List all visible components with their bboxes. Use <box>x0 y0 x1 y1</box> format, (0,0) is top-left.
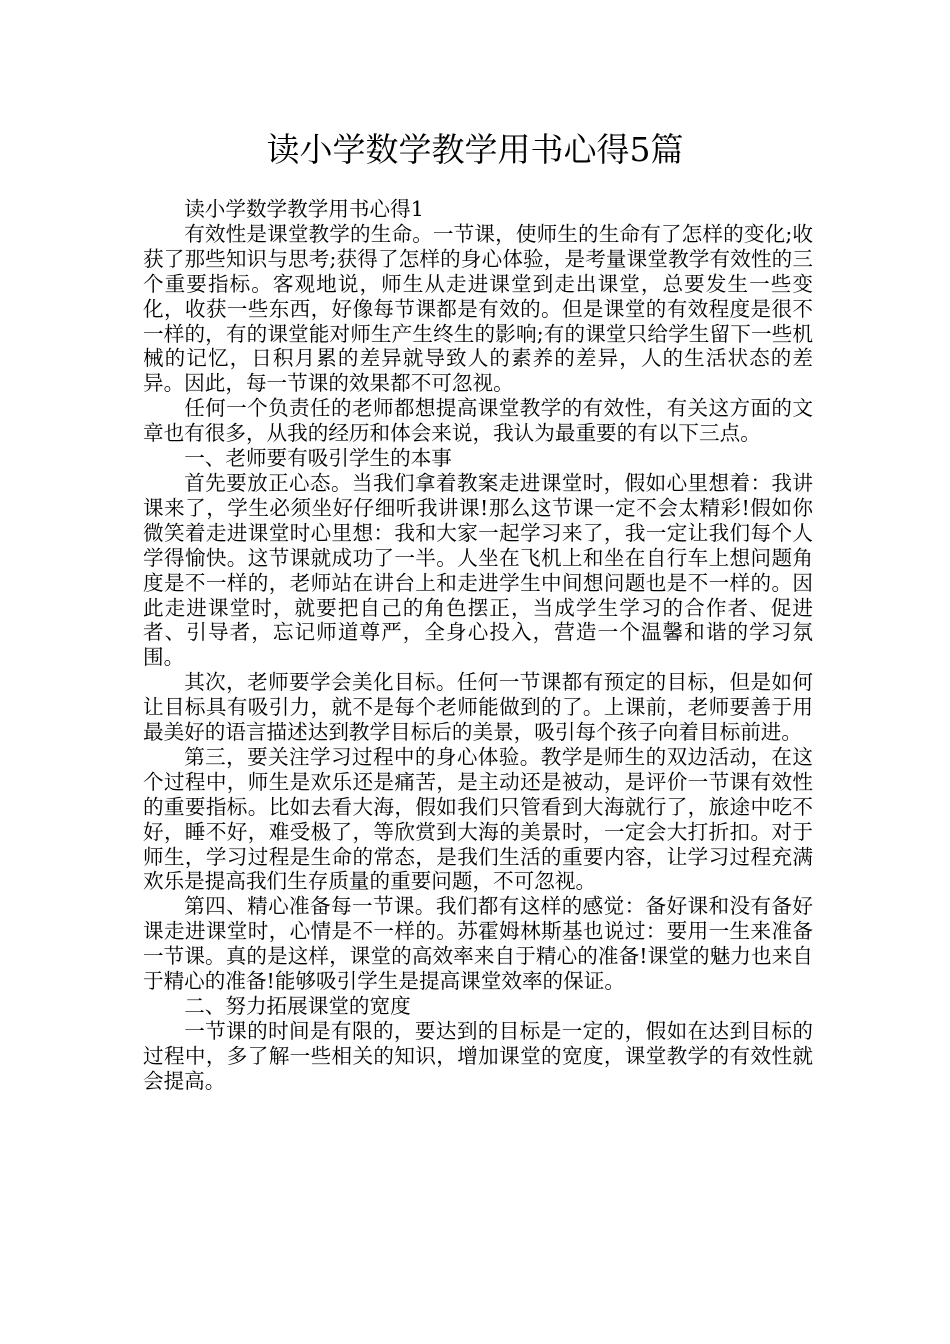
body-paragraph: 第四、精心准备每一节课。我们都有这样的感觉：备好课和没有备好课走进课堂时，心情是不一样的。苏霍姆林斯基也说过：要用一生来准备一节课。真的是这样，课堂的高效率来自于精心的准备!课堂的魅力也来自于精心的准备!能够吸引学生是提高课堂效率的保证。 <box>143 894 813 994</box>
subsection-heading: 一、老师要有吸引学生的本事 <box>184 446 452 471</box>
body-paragraph: 第三，要关注学习过程中的身心体验。教学是师生的双边活动，在这个过程中，师生是欢乐还是痛苦，是主动还是被动，是评价一节课有效性的重要指标。比如去看大海，假如我们只管看到大海就行了，旅途中吃不好，睡不好，难受极了，等欣赏到大海的美景时，一定会大打折扣。对于师生，学习过程是生命的常态，是我们生活的重要内容，让学习过程充满欢乐是提高我们生存质量的重要问题，不可忽视。 <box>143 744 813 894</box>
body-paragraph: 任何一个负责任的老师都想提高课堂教学的有效性，有关这方面的文章也有很多，从我的经历和体会来说，我认为最重要的有以下三点。 <box>143 396 813 446</box>
document-body <box>143 197 813 1094</box>
section-heading: 读小学数学教学用书心得1 <box>184 197 424 221</box>
document-title: 读小学数学教学用书心得5篇 <box>266 130 684 169</box>
body-paragraph: 首先要放正心态。当我们拿着教案走进课堂时，假如心里想着：我讲课来了，学生必须坐好仔细听我讲课!那么这节课一定不会太精彩!假如你微笑着走进课堂时心里想：我和大家一起学习来了，我一定让我们每个人学得愉快。这节课就成功了一半。人坐在飞机上和坐在自行车上想问题角度是不一样的，老师站在讲台上和走进学生中间想问题也是不一样的。因此走进课堂时，就要把自己的角色摆正，当成学生学习的合作者、促进者、引导者，忘记师道尊严，全身心投入，营造一个温馨和谐的学习氛围。 <box>143 470 813 670</box>
body-paragraph: 有效性是课堂教学的生命。一节课，使师生的生命有了怎样的变化;收获了那些知识与思考;获得了怎样的身心体验，是考量课堂教学有效性的三个重要指标。客观地说，师生从走进课堂到走出课堂，总要发生一些变化，收获一些东西，好像每节课都是有效的。但是课堂的有效程度是很不一样的，有的课堂能对师生产生终生的影响;有的课堂只给学生留下一些机械的记忆，日积月累的差异就导致人的素养的差异，人的生活状态的差异。因此，每一节课的效果都不可忽视。 <box>143 221 813 396</box>
body-paragraph: 一节课的时间是有限的，要达到的目标是一定的，假如在达到目标的过程中，多了解一些相关的知识，增加课堂的宽度，课堂教学的有效性就会提高。 <box>143 1018 813 1093</box>
subsection-heading: 二、努力拓展课堂的宽度 <box>184 994 411 1018</box>
body-paragraph: 其次，老师要学会美化目标。任何一节课都有预定的目标，但是如何让目标具有吸引力，就不是每个老师能做到的了。上课前，老师要善于用最美好的语言描述达到教学目标后的美景，吸引每个孩子向着目标前进。 <box>143 670 813 745</box>
